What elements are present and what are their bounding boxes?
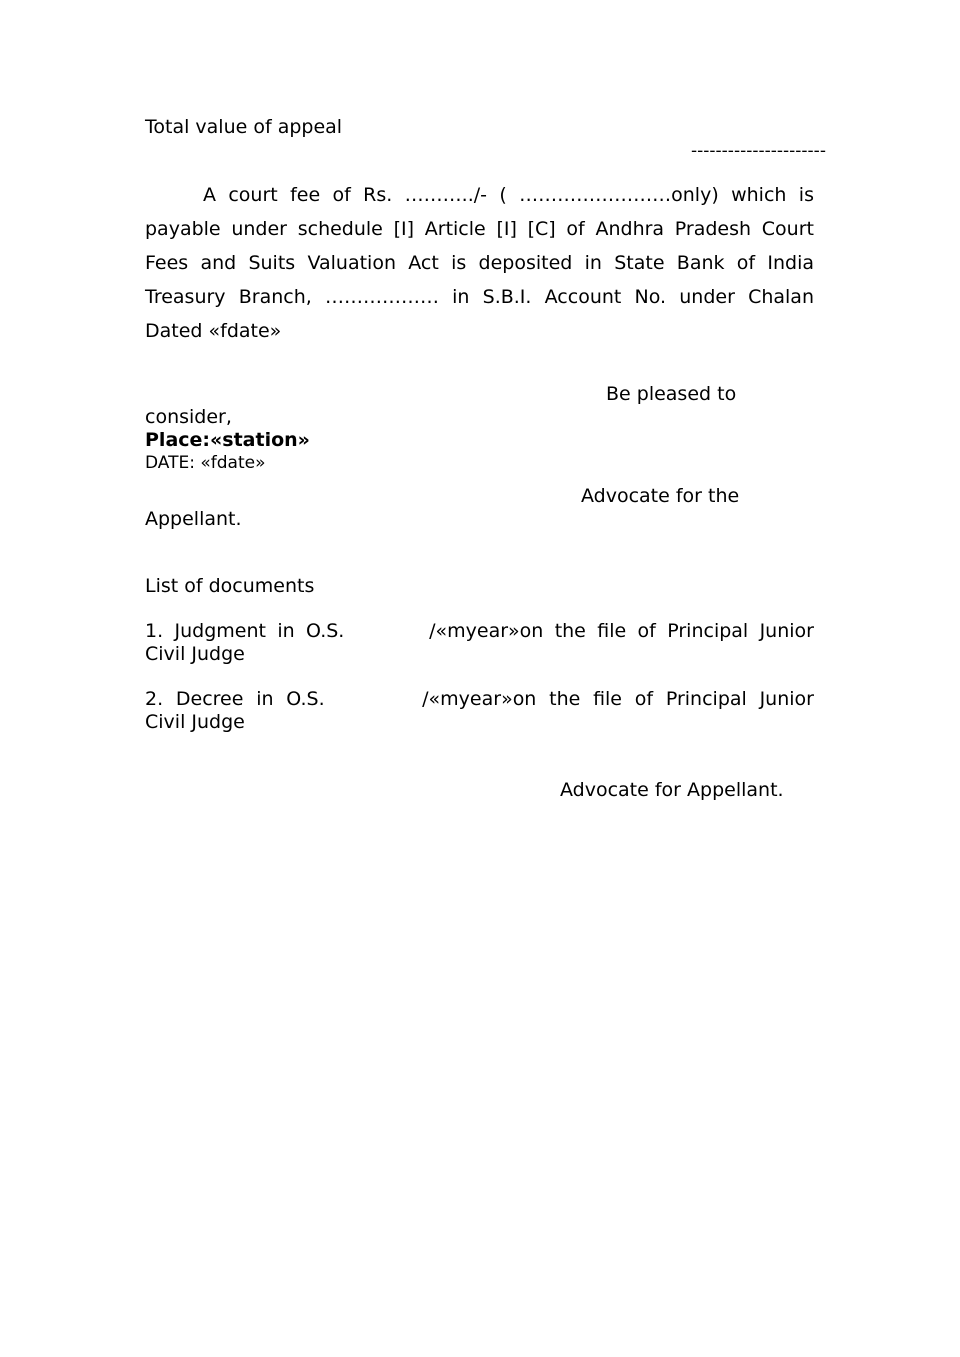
document-item-left: 1. Judgment in O.S. <box>145 620 345 642</box>
fee-line-5: Dated «fdate» <box>145 320 282 342</box>
fee-line-2: payable under schedule [I] Article [I] [C] of Andhra Pradesh Court <box>145 218 814 240</box>
document-item-right: /«myear»on the file of Principal Junior <box>429 620 814 642</box>
document-item-left: 2. Decree in O.S. <box>145 688 325 710</box>
document-item-line2: Civil Judge <box>145 643 245 665</box>
document-item-line2: Civil Judge <box>145 711 245 733</box>
total-value-label: Total value of appeal <box>145 116 343 138</box>
document-item <box>145 688 814 734</box>
advocate-for-the-text: Advocate for the <box>581 485 740 507</box>
documents-heading: List of documents <box>145 575 315 597</box>
court-fee-paragraph <box>145 178 814 348</box>
appellant-text: Appellant. <box>145 508 242 530</box>
place-field: Place:«station» <box>145 429 310 451</box>
document-item-right: /«myear»on the file of Principal Junior <box>422 688 814 710</box>
document-item-line <box>145 620 814 643</box>
document-item <box>145 620 814 666</box>
fee-line-4: Treasury Branch, ……………… in S.B.I. Account No. under Chalan <box>145 286 814 308</box>
total-value-dashes: ---------------------- <box>691 141 826 161</box>
date-field: DATE: «fdate» <box>145 453 266 473</box>
signature-line: Advocate for Appellant. <box>560 779 784 801</box>
consider-text: consider, <box>145 406 232 428</box>
be-pleased-text: Be pleased to <box>606 383 737 405</box>
fee-line-3: Fees and Suits Valuation Act is deposited in State Bank of India <box>145 252 814 274</box>
fee-line-1: A court fee of Rs. ………../- ( ……………………only) which is <box>203 184 814 206</box>
document-item-line <box>145 688 814 711</box>
